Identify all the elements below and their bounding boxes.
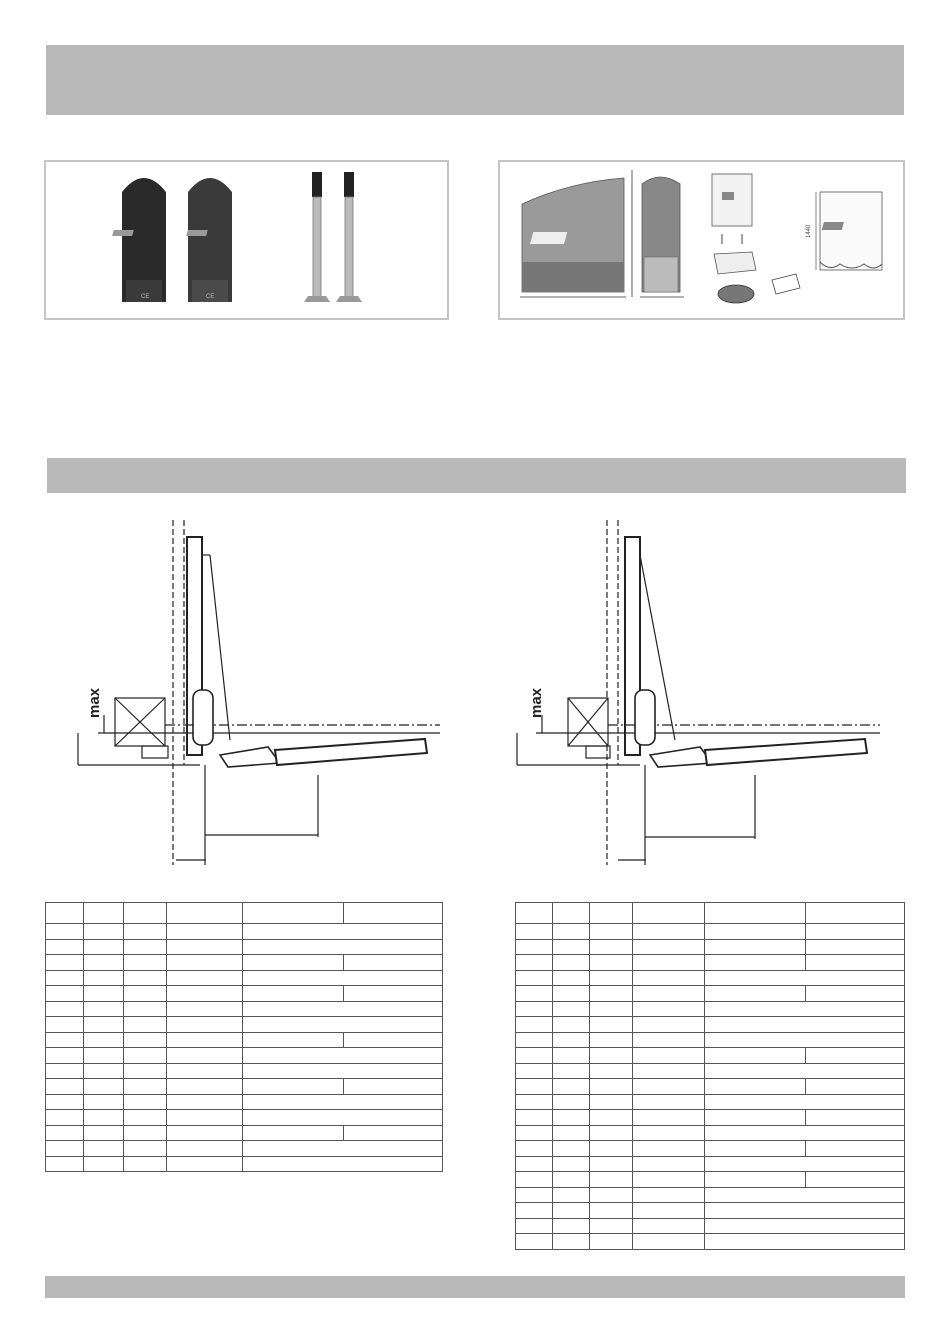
table-row [516,1141,905,1157]
table-cell [805,924,904,940]
table-cell [632,970,704,986]
table-cell [553,1141,589,1157]
table-cell [123,1110,166,1126]
table-cell [123,1125,166,1141]
table-cell [516,1001,553,1017]
table-cell [805,1141,904,1157]
table-row [46,1032,443,1048]
table-cell [516,1048,553,1064]
table-cell [632,1110,704,1126]
table-row [46,986,443,1002]
control-box-exploded [712,174,800,303]
ce-mark-right: CE [206,294,215,300]
table-cell [553,1203,589,1219]
table-cell [166,955,242,971]
table-header-cell [84,903,123,924]
table-cell [84,924,123,940]
table-cell [516,955,553,971]
table-cell [589,1141,632,1157]
table-row [516,1110,905,1126]
table-cell [704,1048,805,1064]
table-cell [166,1141,242,1157]
table-row [516,1032,905,1048]
table-cell [553,1156,589,1172]
table-header-cell [805,903,904,924]
max-label-right: max [528,687,545,718]
table-cell [123,1048,166,1064]
table-cell [516,1187,553,1203]
table-cell [516,1156,553,1172]
table-cell [516,986,553,1002]
table-cell [166,970,242,986]
installation-diagram-right [500,515,900,875]
table-cell [589,1001,632,1017]
table-cell [516,1017,553,1033]
table-cell [242,1125,343,1141]
table-header-cell [632,903,704,924]
photocell-left [112,178,166,302]
table-cell [704,924,805,940]
table-cell [704,986,805,1002]
table-cell [46,955,84,971]
table-row [46,939,443,955]
table-cell [516,1094,553,1110]
table-row [516,970,905,986]
table-cell [589,955,632,971]
table-cell [123,970,166,986]
table-row [46,1048,443,1064]
table-cell [242,1141,442,1157]
table-cell [516,1218,553,1234]
table-cell [242,1156,442,1172]
table-cell [516,1125,553,1141]
table-cell [242,986,343,1002]
table-cell [632,1094,704,1110]
table-header-cell [123,903,166,924]
table-row [46,970,443,986]
table-cell [553,1048,589,1064]
table-cell [46,939,84,955]
table-header-cell [166,903,242,924]
post-right [336,172,362,302]
table-row [46,1156,443,1172]
table-cell [516,970,553,986]
table-cell [805,1079,904,1095]
table-cell [553,986,589,1002]
specification-table-left [45,902,443,1172]
table-cell [805,986,904,1002]
table-cell [632,1172,704,1188]
table-cell [166,1110,242,1126]
table-cell [553,1063,589,1079]
table-cell [516,1234,553,1250]
table-cell [516,924,553,940]
table-cell [516,1063,553,1079]
top-header-bar [46,45,904,115]
table-cell [343,1079,442,1095]
table-cell [242,970,442,986]
table-cell [242,1032,343,1048]
table-row [516,1079,905,1095]
table-cell [516,1141,553,1157]
table-cell [46,1001,84,1017]
table-row [516,1125,905,1141]
table-cell [704,1156,904,1172]
table-cell [46,1032,84,1048]
table-cell [166,1048,242,1064]
table-row [516,1063,905,1079]
table-cell [589,1156,632,1172]
table-cell [589,1125,632,1141]
table-cell [632,955,704,971]
table-cell [46,1079,84,1095]
table-cell [516,939,553,955]
table-header-row [46,903,443,924]
table-cell [704,1001,904,1017]
table-cell [123,1141,166,1157]
table-cell [46,1017,84,1033]
table-cell [589,1110,632,1126]
table-cell [632,1063,704,1079]
table-cell [343,955,442,971]
table-cell [46,1048,84,1064]
table-row [516,1234,905,1250]
table-cell [166,1079,242,1095]
table-cell [166,1001,242,1017]
table-cell [805,955,904,971]
table-cell [589,924,632,940]
table-cell [166,1125,242,1141]
table-cell [632,1156,704,1172]
table-row [46,1125,443,1141]
table-cell [46,924,84,940]
table-cell [589,1063,632,1079]
table-cell [84,1017,123,1033]
table-cell [516,1203,553,1219]
table-cell [704,1017,904,1033]
photocell-illustration [46,162,451,322]
table-cell [166,1063,242,1079]
table-cell [242,1079,343,1095]
table-cell [632,1203,704,1219]
table-cell [123,1063,166,1079]
table-cell [704,1203,904,1219]
table-cell [516,1110,553,1126]
table-cell [704,1032,904,1048]
section-header-bar [47,458,906,493]
table-cell [84,939,123,955]
table-cell [123,939,166,955]
max-label-left: max [86,687,103,718]
cover-view [806,192,882,270]
table-row [46,1017,443,1033]
table-cell [516,1032,553,1048]
table-header-cell [589,903,632,924]
table-cell [589,1234,632,1250]
table-row [46,955,443,971]
table-row [516,1048,905,1064]
table-cell [632,1234,704,1250]
table-cell [805,1110,904,1126]
table-cell [343,1125,442,1141]
table-cell [589,939,632,955]
table-header-row [516,903,905,924]
table-row [516,1156,905,1172]
table-cell [84,1141,123,1157]
table-cell [632,1079,704,1095]
table-cell [632,939,704,955]
table-cell [805,1172,904,1188]
table-cell [553,924,589,940]
table-cell [242,1001,442,1017]
table-header-cell [516,903,553,924]
ce-mark-left: CE [141,294,150,300]
table-cell [242,939,442,955]
table-cell [242,1063,442,1079]
post-left [304,172,330,302]
table-cell [166,1156,242,1172]
table-cell [704,970,904,986]
table-cell [242,955,343,971]
table-cell [242,924,442,940]
photocell-accessory-box [44,160,449,320]
table-cell [166,1094,242,1110]
table-cell [553,939,589,955]
table-row [516,1001,905,1017]
table-cell [553,1032,589,1048]
table-row [516,955,905,971]
table-cell [589,1048,632,1064]
cover-height-label: 1440 [806,224,812,238]
table-cell [84,1079,123,1095]
table-cell [632,1001,704,1017]
table-row [516,986,905,1002]
table-cell [704,1218,904,1234]
table-row [46,924,443,940]
table-cell [242,1094,442,1110]
table-cell [553,1172,589,1188]
table-cell [123,1079,166,1095]
table-cell [704,1187,904,1203]
table-row [516,1203,905,1219]
table-cell [123,1156,166,1172]
table-cell [632,1017,704,1033]
table-cell [84,1110,123,1126]
motor-side-view [520,170,632,297]
table-cell [46,970,84,986]
table-cell [46,1156,84,1172]
table-cell [84,986,123,1002]
table-row [46,1001,443,1017]
table-cell [46,1094,84,1110]
table-cell [84,970,123,986]
table-row [516,1172,905,1188]
table-cell [123,986,166,1002]
operator-illustration [500,162,907,322]
table-cell [46,1110,84,1126]
table-cell [84,1125,123,1141]
table-cell [84,1094,123,1110]
table-cell [516,1172,553,1188]
table-cell [123,924,166,940]
table-cell [123,1032,166,1048]
photocell-right [186,178,232,302]
table-cell [632,1218,704,1234]
table-row [516,1218,905,1234]
table-cell [589,1017,632,1033]
bottom-footer-bar [45,1276,905,1298]
table-row [46,1063,443,1079]
table-cell [343,1032,442,1048]
table-row [46,1094,443,1110]
table-cell [166,1017,242,1033]
table-cell [46,1125,84,1141]
motor-front-view [640,177,684,297]
table-cell [704,1094,904,1110]
specification-table-right [515,902,905,1250]
table-cell [704,939,805,955]
table-cell [84,1063,123,1079]
table-cell [589,986,632,1002]
table-cell [704,1110,805,1126]
table-header-cell [343,903,442,924]
table-cell [632,1187,704,1203]
table-header-cell [46,903,84,924]
table-row [46,1079,443,1095]
table-cell [632,1048,704,1064]
table-cell [553,1187,589,1203]
table-cell [553,1125,589,1141]
table-cell [589,1218,632,1234]
table-row [516,939,905,955]
table-cell [589,1172,632,1188]
table-cell [46,1141,84,1157]
table-cell [166,924,242,940]
table-cell [553,1218,589,1234]
table-cell [589,1079,632,1095]
table-cell [516,1079,553,1095]
operator-accessory-box [498,160,905,320]
table-cell [704,955,805,971]
table-cell [84,1032,123,1048]
table-cell [242,1017,442,1033]
table-cell [805,1048,904,1064]
table-cell [704,1234,904,1250]
table-cell [84,1048,123,1064]
table-cell [123,955,166,971]
table-cell [589,970,632,986]
table-row [516,1187,905,1203]
table-cell [553,1094,589,1110]
table-cell [84,955,123,971]
table-cell [632,1141,704,1157]
table-cell [553,1079,589,1095]
table-cell [343,986,442,1002]
table-cell [632,1032,704,1048]
table-cell [242,1110,442,1126]
table-row [516,1094,905,1110]
table-row [46,1141,443,1157]
table-cell [553,1110,589,1126]
table-cell [84,1001,123,1017]
table-row [46,1110,443,1126]
table-cell [553,1017,589,1033]
table-cell [589,1032,632,1048]
table-cell [805,939,904,955]
table-cell [704,1079,805,1095]
installation-diagram-left [60,515,460,875]
table-cell [166,1032,242,1048]
table-cell [84,1156,123,1172]
table-cell [123,1017,166,1033]
table-cell [242,1048,442,1064]
table-cell [589,1094,632,1110]
table-cell [553,955,589,971]
table-cell [704,1172,805,1188]
table-cell [704,1141,805,1157]
table-cell [166,986,242,1002]
table-cell [704,1063,904,1079]
table-header-cell [704,903,805,924]
table-cell [632,924,704,940]
table-cell [553,1001,589,1017]
table-cell [704,1125,904,1141]
table-cell [589,1187,632,1203]
table-cell [123,1094,166,1110]
table-cell [123,1001,166,1017]
table-cell [553,970,589,986]
table-cell [46,986,84,1002]
table-cell [46,1063,84,1079]
table-cell [553,1234,589,1250]
table-cell [632,1125,704,1141]
table-row [516,1017,905,1033]
table-header-cell [553,903,589,924]
table-cell [589,1203,632,1219]
table-header-cell [242,903,343,924]
table-cell [632,986,704,1002]
table-row [516,924,905,940]
table-cell [166,939,242,955]
